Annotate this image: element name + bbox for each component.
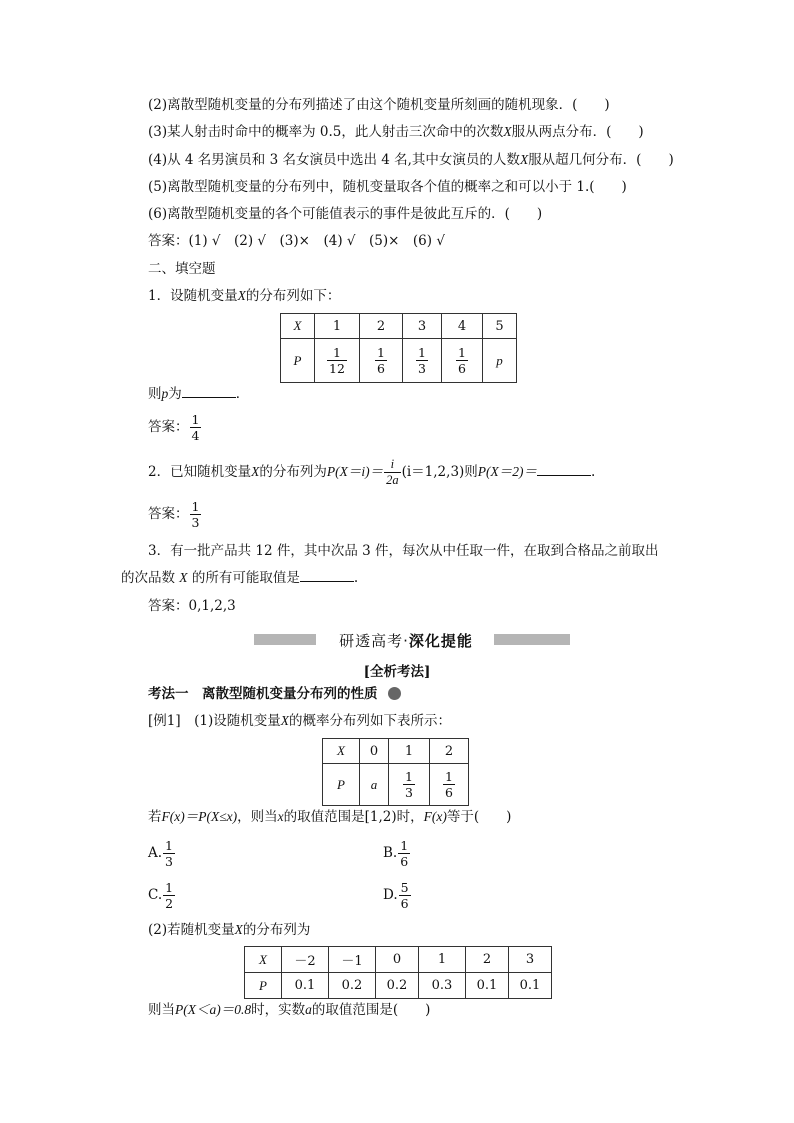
table-cell: －1 — [329, 947, 376, 973]
table-cell: 1 — [419, 947, 466, 973]
table-cell: $\frac{1}{6}$ — [442, 339, 483, 383]
option-d[interactable]: D. $\frac{5}{6}$ — [383, 880, 409, 911]
table-cell: 5 — [483, 314, 517, 339]
table-header-p: P — [281, 339, 315, 383]
table-cell: p — [483, 339, 517, 383]
ex2-ask: 则当P(X＜a)＝0.8时，实数a的取值范围是( ) — [148, 1002, 431, 1018]
table-cell: 3 — [509, 947, 552, 973]
table-header-x: X — [281, 314, 315, 339]
table-cell: 0 — [376, 947, 419, 973]
table-cell: $\frac{1}{3}$ — [389, 764, 430, 806]
q1-stem: 1．设随机变量X的分布列如下： — [148, 288, 341, 304]
ex1-ask: 若F(x)＝P(X≤x)，则当x的取值范围是[1,2)时，F(x)等于( ) — [148, 809, 512, 825]
q3-line1: 3．有一批产品共 12 件，其中次品 3 件，每次从中任取一件，在取到合格品之前取出 — [148, 543, 659, 559]
section-banner — [254, 630, 570, 650]
table-header-p: P — [323, 764, 360, 806]
section-heading: 二、填空题 — [148, 261, 216, 277]
option-c[interactable]: C. $\frac{1}{2}$ — [148, 880, 174, 911]
judgment-3: (3)某人射击时命中的概率为 0.5，此人射击三次命中的次数X服从两点分布．( ) — [148, 124, 644, 140]
ex2-distribution-table — [244, 946, 552, 999]
judgment-answers: 答案：(1) √ (2) √ (3)× (4) √ (5)× (6) √ — [148, 233, 445, 249]
table-cell: 2 — [360, 314, 403, 339]
table-cell: 0.1 — [282, 973, 329, 999]
table-cell: 3 — [403, 314, 442, 339]
table-cell: 0.1 — [509, 973, 552, 999]
table-cell: 4 — [442, 314, 483, 339]
q1-answer: 答案： $\frac{1}{4}$ — [148, 412, 200, 443]
table-cell: 2 — [466, 947, 509, 973]
judgment-5: (5)离散型随机变量的分布列中，随机变量取各个值的概率之和可以小于 1.( ) — [148, 179, 627, 195]
q3-line2: 的次品数 X 的所有可能取值是 . — [121, 570, 359, 586]
option-a[interactable]: A. $\frac{1}{3}$ — [148, 838, 173, 869]
subheading: [全析考法] — [363, 664, 431, 680]
bullet-dot-icon — [388, 687, 401, 700]
table-header-p: P — [245, 973, 282, 999]
table-cell: 0.2 — [329, 973, 376, 999]
table-cell: 0.1 — [466, 973, 509, 999]
q2-answer: 答案： $\frac{1}{3}$ — [148, 499, 200, 530]
table-cell: 0.3 — [419, 973, 466, 999]
method-heading: 考法一 离散型随机变量分布列的性质 — [148, 685, 401, 703]
q2-stem: 2．已知随机变量X的分布列为P(X＝i)＝ $\frac{i}{2a}$ (i＝1,2,3)则P(X＝2)＝ . — [148, 457, 596, 487]
table-cell: 1 — [315, 314, 360, 339]
table-header-x: X — [323, 739, 360, 764]
ex1-stem: [例1] (1)设随机变量X的概率分布列如下表所示： — [148, 713, 451, 729]
judgment-2: (2)离散型随机变量的分布列描述了由这个随机变量所刻画的随机现象．( ) — [148, 97, 610, 113]
table-cell: $\frac{1}{6}$ — [430, 764, 469, 806]
banner-bar-right — [494, 634, 570, 645]
table-cell: a — [360, 764, 389, 806]
judgment-4: (4)从 4 名男演员和 3 名女演员中选出 4 名,其中女演员的人数X服从超几何分布．( ) — [148, 152, 674, 168]
ex1-distribution-table — [322, 738, 469, 806]
table-cell: 1 — [389, 739, 430, 764]
table-header-x: X — [245, 947, 282, 973]
table-cell: －2 — [282, 947, 329, 973]
q1-distribution-table — [280, 313, 517, 383]
table-cell: 0 — [360, 739, 389, 764]
banner-title: 研透高考·深化提能 — [339, 632, 473, 650]
table-cell: $\frac{1}{6}$ — [360, 339, 403, 383]
table-cell: 0.2 — [376, 973, 419, 999]
judgment-6: (6)离散型随机变量的各个可能值表示的事件是彼此互斥的．( ) — [148, 206, 543, 222]
table-cell: 2 — [430, 739, 469, 764]
q1-ask: 则p为 ． — [148, 386, 250, 402]
ex2-stem: (2)若随机变量X的分布列为 — [148, 922, 311, 938]
option-b[interactable]: B. $\frac{1}{6}$ — [383, 838, 409, 869]
q3-answer: 答案：0,1,2,3 — [148, 598, 236, 614]
table-cell: $\frac{1}{3}$ — [403, 339, 442, 383]
banner-bar-left — [254, 634, 316, 645]
table-cell: $\frac{1}{12}$ — [315, 339, 360, 383]
